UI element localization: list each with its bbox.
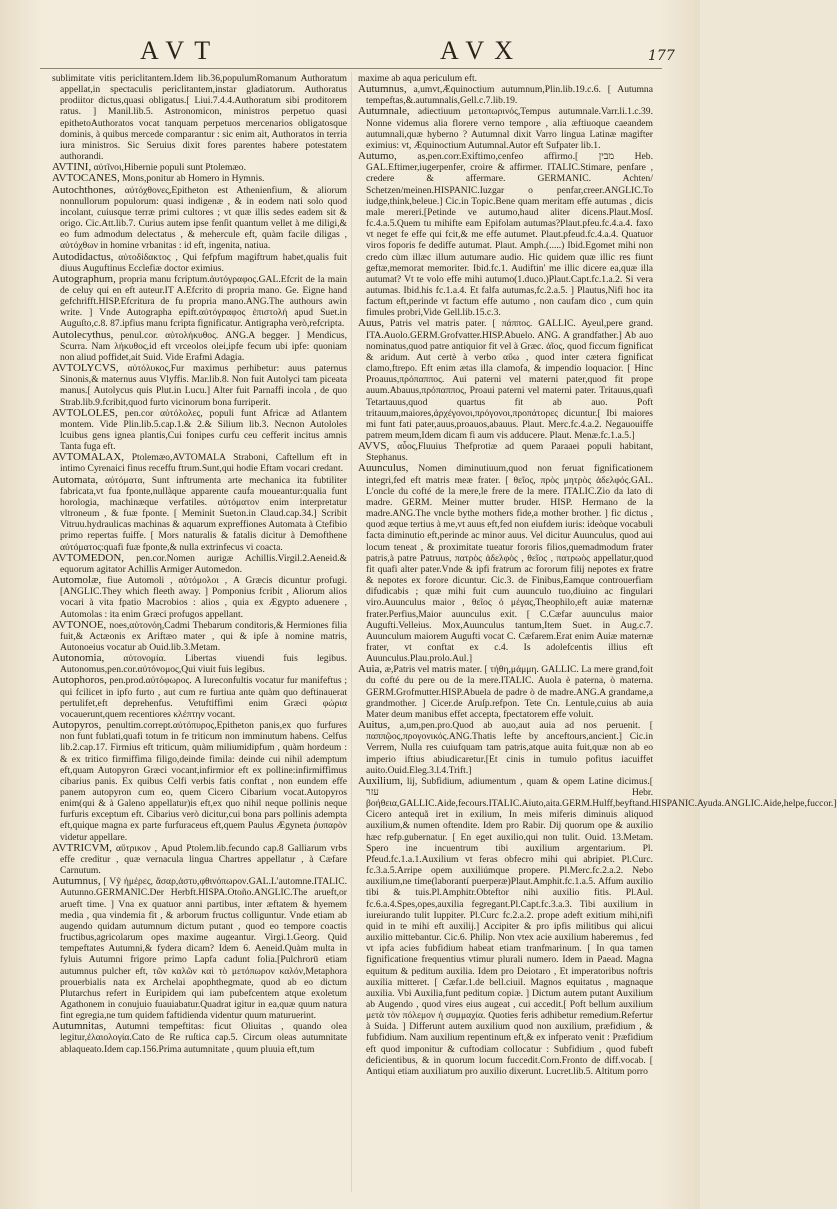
dictionary-entry — [52, 653, 347, 675]
entry-headword: Automata, — [52, 473, 99, 486]
entry-text: αὐτόχθονες,Epitheton est Athenienfium, & aliorum nonnullorum populorum: quasi indigenæ , & in eodem nati solo quod incolant, cuiusque terræ primi cultores ; vt quæ illis sedes eadem sit & origo. Cic.Att.lib.7. Curius autem ipse fenſit quantum vellet à me diligi,& eo fum admodum delectatus , & mehercule eft, quàm facile diligas , αὐτόχθων in homine vrbanitas : id eft, ingenita, natiua. — [60, 184, 348, 252]
dictionary-entry — [52, 876, 347, 1021]
entry-headword: Autophoros, — [52, 674, 107, 687]
dictionary-entry — [358, 151, 653, 318]
dictionary-entry — [52, 843, 347, 876]
entry-text: Autumni tempeftitas: ficut Oliuitas , quando olea legitur,ἐλαιολογία.Cato de Re ruſtica cap.5. Circum oleas autumnitate ablaqueato.Idem cap.156.Prima autumnitate , quum pluuia eft,tum — [60, 1021, 347, 1055]
entry-text: Ptolemæo,AVTOMALA Straboni, Caftellum eft in intimo Cyrenaici finus receffu ftrum.Sunt,qui hodie Eftam vocari credant. — [60, 452, 347, 475]
entry-text: αὐτόλυκος,Fur maximus perhibetur: auus paternus Sinonis,& maternus auus Vlyffis. Mar.lib.8. Non fuit Autolyci tam piceata manus.[ Autolycus quis Plut.in Lucu.] Alter fuit Parnaffi incola , de quo Strab.lib.9.fcribit,quod furto vicinorum bona furriperit. — [60, 363, 347, 408]
dictionary-entry — [358, 441, 653, 463]
entry-headword: Auus, — [358, 317, 384, 330]
entry-headword: AVVS, — [358, 440, 390, 453]
entry-text: æ,Patris vel matris mater. [ τήθη,μάμμη. GALLIC. La mere grand,foit du cofté du pere ou de la mere.ITALIC. Auola è paterna, ò materna. GERM.Grofmutter.HISP.Abuela de padre ò de madre.ANG.A grandame,a grandmother. ] Cicer.de Aruſp.refpon. Tete Cn. Lentule,cuius ab auia Mater deum manibus effet accepta, fpectatorem effe voluit. — [366, 664, 653, 720]
entry-headword: Autochthones, — [52, 183, 116, 196]
dictionary-entry — [52, 274, 347, 330]
entry-text: Nomen diminutiuum,quod non feruat fignificationem integri,fed eft matris meæ frater. [ θεῖος, πρὸς μητρὸς ἀδελφός.GAL. L'oncle du cofté de la mere,le frere de la mere. ITALIC.Zio da lato di madre. GERM. Meiner mutter bruder. HISP. Hermano de la madre.ANG.The vncle bythe mothers fide,a mother brother. ] fic dictus , quod æque tertius à me,vt auus eft,fed non eiufdem iuris: ideòque vocabuli facta diminutio eft,perinde ac minor auus. Vel dicitur Auunculus, quod aui locum teneat , & proximitate tueatur fororis filios,quemadmodum frater patris,à patre Patruus, πατρὸς ἀδελφὸς , θεῖος , πατρωὸς appellatur,quod fit quafi alter pater.Vnde & ipfi fratrum ac fororum filij nepotes ex fratre & nepotes ex forore dicuntur. Cic.3. de Finibus,Eamque controuerfiam difudicabis ; quæ mihi fuit cum auunculo tuo,diuino ac fingulari viro.Auunculus maior , θεῖος ὁ μέγας,Theophilo,eft auiæ maternæ frater.Perfius,Maior auunculus exit. [ C.Cæfar auunculus maior Augufti.Velleius. Mox,Auunculus tantum,Item Suet. in Aug.c.7. Auunculum maiorem Augufti vocat C. Cæfarem.Erat enim Auiæ maternæ frater, vt conftat ex c.4. Is adolefcentis illius eft Auunculus.Plau.prolo.Aul.] — [366, 463, 653, 665]
entry-headword: AVTOMALAX, — [52, 451, 125, 464]
entry-text: a,um,pen.pro.Quod ab auo,aut auia ad nos peruenit. [ παππῷος,προγονικός.ANG.Thatis lefte by anceftours,ancient.] Cic.in Verrem, Nulla res cuiufquam tam patris,atque auita fuit,quæ non ab eo imperio iftius abiudicaretur.[Et cinis in tumulo pofitus iacuiffet auito.Ouid.Eleg.3.l.4.Trift.] — [366, 720, 653, 776]
entry-headword: Auunculus, — [358, 462, 409, 475]
dictionary-entry — [52, 575, 347, 620]
dictionary-entry — [358, 664, 653, 720]
dictionary-entry — [52, 475, 347, 553]
left-column — [52, 73, 347, 1191]
entry-headword: Autonomia, — [52, 652, 105, 665]
entry-headword: Auia, — [358, 663, 383, 676]
dictionary-entry — [358, 720, 653, 776]
dictionary-entry — [52, 73, 347, 162]
dictionary-entry — [52, 1021, 347, 1054]
entry-text: pen.cor αὐτόλολες, populi funt Africæ ad Atlantem montem. Vide Plin.lib.5.cap.1.& 2.& Silium lib.3. Necnon Autololes lcuibus gens ignea plantis,Cui fonipes curfu ceu cefferit incitus amnis Tanta fuga eft. — [60, 407, 347, 453]
entry-text: noes,αὐτονόη,Cadmi Thebarum conditoris,& Hermiones filia fuit,& Actæonis ex Ariftæo mater , qui & ipſe à nomine matris, Autonoeius vocatur ab Ouid.lib.3.Metam. — [60, 619, 347, 653]
entry-text: lij, Subfidium, adiumentum , quam & opem Latine dicimus.[ עזר Hebr. βοήθεια,GALLIC.Aide,fecours.ITALIC.Aiuto,aita.GERM.Hulff,beyftand.HISPANIC.Ayuda.ANGLIC.Aide,helpe,fuccor.] Cicero antequã iret in exilium, In meis miferis diminuis aliquod auxilium,& numen oftendite. Idem pro Rabir. Dij quorum ope & auxilio hæc refp.gubernatur. [ En eget auxilio,qui non tulit. Ouid. 13.Metam. Spero ine incuentrum tibi auxilium argentarium. Pl. Pfeud.fc.1.a.1.Auxilium vt feras obfecro mihi qui abripiet. Pl.Curc. fc.3.a.5.Arripe opem auxiliúmque propere. Pl.Merc.fc.2.a.2. Nebo auxilium,ne time(laborantí puerperæ)Plaut.Amphit.fc.1.a.5. Affum auxilio tibi & tuis.Pl.Amphitr.Obteftor nihi auxilio fitis. Pl.Aul. fc.6.a.4.Spes,opes,auxilia fegregant.Pl.Capt.fc.3.a.3. Tibi auxilium in iureiurando tulit Iuppiter. Pl.Curc fc.2.a.2. prope adeft exitium mihi,nifi quid in te mihi eft auxilij.] Accipiter & pro ipfis militibus qui alicui auxilio mittebantur. Cic.6. Philip. Non vtex acie auxilium haberemus , fed vt ipfa acies fubfidium habeat etiam tranfmarinum. [ In qua tamen fignificatione frequentius vtimur plurali numero. Idem in Paead. Magna equitum & peditum auxilia. Idem pro Deiotaro , Et imperatoribus noftris auxilia mitteret. [ Cæfar.1.de bell.ciuil. Magnos equitatus , magnaque auxilia. Vbi Auxilia,funt peditum copiæ. ] Dictum autem putant Auxilium ab Augendo , quod vires eius augeat , cui accedit.[ Poft bellum auxilium μετὰ τὸν πόλεμον ἡ συμμαχία. Quoties feris adhibetur remedium.Refertur à Suida. ] Differunt autem auxilium quod non auxilium, præfidium , & fubfidium. Nam auxilium repentinum eft,& ex infperato venit : Præfidium eft quod imponitur & cuftodiam collocatur : Subfidium , quod fubeft deficientibus, & in quorum locum fuccedit.Corn.Fronto de diff.vocab. [ Antiqui etiam auxiliatum pro auxilio dixerunt. Lucret.lib.5. Altitum porro — [366, 775, 837, 1077]
entry-headword: AVTOLYCVS, — [52, 362, 119, 375]
entry-headword: Autumnus, — [358, 83, 407, 96]
entry-text: αὐτοδίδακτος , Qui fefpfum magiftrum habet,qualis fuit diuus Auguftinus Ecclefiæ doctor eximius. — [60, 251, 347, 274]
dictionary-entry — [52, 452, 347, 474]
entry-text: αὔτρικον , Apud Ptolem.lib.fecundo cap.8 Galliarum vrbs effe creditur , quæ vernacula lingua Chartres appellatur , à Cæfare Carnutum. — [60, 842, 347, 877]
dictionary-entry — [52, 553, 347, 575]
column-gutter — [351, 72, 352, 1192]
entry-headword: Auxilium, — [358, 774, 403, 787]
entry-text: Mons,ponitur ab Homero in Hymnis. — [122, 173, 265, 185]
entry-text: αὐτῖνοι,Hibernie populi sunt Ptolemæo. — [93, 162, 247, 174]
entry-text: adiectiuum μετοπωρινός,Tempus autumnale.Varr.li.1.c.39. Nonne videmus alia florere verno tempore , alia æftiuoque caeandem autumnali,quæ hyberno ? Autumnal dixit Varro lingua Latinæ magifter eximius: vt, Æquinoctium Autumnal.Autor eft Sufpater lib.1. — [366, 106, 653, 151]
page-number: 177 — [648, 48, 675, 64]
header-rule — [40, 68, 662, 69]
entry-text: αὖος,Fluuius Thefprotiæ ad quem Paraaei populi habitant, Stephanus. — [366, 441, 653, 464]
entry-text: sublimitate vitis periclitantem.Idem lib.36,populumRomanum Authoratum appellat,in spectaculis periclitantem,instar gladiatorum. Authoratus prodiitor dictus,quasi obligatus.[ Liui.7.4.4.Authoratum sibi proditorem ratus. ] Manil.lib.5. Astronomicon, ministros perpetuo quasi epithetoAuthoratos vocat tanquam perpetuos mercenarios obligatosque dominis, à quibus mercede comparantur : sic enim ait, Authoratos in terria iura ministros. Sic Seruius dixit fores parentes habere potestatem authorandi. — [52, 73, 347, 163]
entry-text: [ Vỹ ἡμέρες, ἄσαρ,ἀστυ,φθινόπωρον.GAL.L'automne.ITALIC. Autunno.GERMANIC.Der Herbft.HISPA.Otoño.ANGLIC.The arueft,or arueft time. ] Vna ex quatuor anni partibus, inter æftatem & hyemem media , qua vindemia fit , & arborum fructus colliguntur. Vnde etiam ab augendo quidam autumnum dictum putant , quod eo tempore coactis fructibus,agricolarum opes maxime augeantur. Virgi.1.Georg. Quid tempeftates Autumni,& fydera dicam? Idem 6. Aeneid.Quàm multa in fyluis Autumni frigore primo Lapfa cadunt folia.[Pulchrorū etiam autumnus pulcher eft, τῶν καλῶν καὶ τὸ μετόπωρον καλόν,Metaphora prouerbialis nata ex Archelai apophthegmate, quod ab eo dictum Plutarchus refert in Euripidem qui iam pubefcentem atque exoletum Agathonem in conujuio fuauiabatur.Quadrat igitur in ea,quæ quum natura fint egregia,ne tum quidem faftidienda videntur quum maturuerint. — [60, 876, 347, 1022]
dictionary-entry — [358, 463, 653, 664]
entry-headword: Autumnale, — [358, 105, 410, 118]
entry-text: propria manu fcriptum.ἀυτόγραφος.GAL.Efcrit de la main de celuy qui en eft auteur.IT A.Efcrito di propria mano. Ge. Eigne hand gefchrifft.HISP.Efcritura de fu propria mano.ANG.The authours awin write. ] Vnde Autographa epift.αὐτόγραφος ἐπιστολή apud Suet.in Auguſto,c.8. 87.ipfius manu fcripta fignificatur. Antigrapha verò,refcripta. — [60, 273, 347, 330]
entry-text: as,pen.corr.Exiftimo,cenfeo affirmo.[ מבין Heb. GAL.Eftimer,iugerpenfer, croire & affirmer. ITALIC.Stimare, penfare , credere & affermare. GERMANIC. Achten/ Schetzen/meinen.HISPANIC.Iuzgar o penfar,creer.ANGLIC.To iudge,think,beleue.] Cic.in Topic.Bene quam meritam effe autumas , dicis male mereri.[Petinde ve autumo,haud aliter dicens.Plaut.Mosſ. fc.4.a.5.Quem tu mihifte eam Epifolam autumas?Plaut.pfeu.fc.4.a.4. faxo vt neget fe effe qui fcit,& me effe autumet. Plaut.pfeud.fc.4.a.4. Quatuor viros foporis fe dediffe autumat. Plaut. Amph.(.....) Ibid.Egomet mihi non credo cùm illæc illum autumare audio. Hic quidem quæ illic res fiunt geftæ,memorat memoriter. Ibid.fc.1. Audiftin' me illic dicere ea,quæ illa autumat? Vt te volo effe mihi autumo(1.duco.)Plaut.Capt.fc.1.a.2. Si vera autumas. Ibid.his fc.1.a.4. Et falfa autumas,fc.2.a.5. ] Plautus,Nifi hoc ita factum eft,perinde vt factum effe autumo , non caufam dico , cum quin fimules probri,Vide Gell.lib.15.c.3. — [366, 151, 653, 319]
entry-headword: Automolæ, — [52, 574, 102, 587]
entry-headword: AVTOCANES, — [52, 172, 120, 185]
dictionary-entry — [52, 363, 347, 408]
running-head-right: AVX — [440, 36, 523, 65]
entry-headword: Autopyros, — [52, 719, 102, 732]
dictionary-entry — [358, 106, 653, 151]
entry-headword: Autumnitas, — [52, 1020, 107, 1033]
entry-text: a,umvt,Æquinoctium autumnum,Plin.lib.19.c.6. [ Autumna tempeftas,&.autumnalis,Gell.c.7.lib.19. — [366, 84, 653, 107]
entry-headword: Autodidactus, — [52, 250, 114, 263]
entry-headword: Autographum, — [52, 272, 116, 285]
dictionary-entry — [52, 185, 347, 252]
entry-headword: AVTRICVM, — [52, 841, 113, 854]
entry-headword: Autumnus, — [52, 875, 101, 888]
entry-text: penultim.corrept.αὐτόπυρος,Epitheton panis,ex quo furfures non funt fublati,quafi totum in fe triticum non imminutum habens. Celfus lib.2.cap.17. Firmius eft triticum, quàm miliumidipfum , quàm hordeum : & ex tritico firmiffima filigo,deinde fimila: deinde cui nihil ademptum eft,quam Autopyron Græci vocant,infirmior eft ex polline:infirmiffimus cibarius panis. Ex quibus Celfi verbis fatis conftat , non eundem effe panem autopyron cum eo, quem Cicero Cibarium vocat.Autopyros enim(qui & à Galeno appellatur)is eft,ex quo nihil neque pollinis neque furfuris exceptum eft. Cibarius verò dicitur,cui bona pars pollinis adempta eft,quique magna ex parte furfuraceus eft,quem Paulus Ægyneta ῥυπαρὸν videtur appellare. — [60, 720, 347, 843]
entry-text: fiue Automoli , αὐτόμολοι , A Græcis dicuntur profugi. [ANGLIC.They which fleeth away. ] Pomponius fcribit , Aliorum alios vocari à vita fpatio Macrobios : alios , quia ex Ægypto aduenere , Automolas : ita enim Græci profugos appellant. — [60, 575, 347, 620]
dictionary-entry — [52, 408, 347, 453]
entry-headword: AVTOLOLES, — [52, 406, 118, 419]
entry-text: Patris vel matris pater. [ πάππος. GALLIC. Ayeul,pere grand. ITA.Auolo.GERM.Grofvatter.HISP.Abuelo. ANG. A grandfather.] Ab auo nominatus,quod patre antiquior fit vel à Græc. ἀῖος, quod ficcum fignificat & aridum. Aut certè à verbo αὔω , quod inter cætera fignificat clamo,ftrepo. Eft enim ætas illa clamofa, & impendio loquacior. [ Hinc Proauus,πρόπαππος. Aui paterni vel materni pater,quod fit prope auum.Abauus,πρόπαππος, Proaui paterni vel materni pater. Tritauus,quafi Tetartauus,quod quartus fit ab auo. Poft tritauum,maiores,ἀρχέγονοι,πρόγονοι,προπάτορες dicuntur.[ Ibi maiores mi funt fati pater,auus,proauos,abauus. Plaut. Merc.fc.4.a.2. Negauouiffe patrem meum,Idem dicam fi aum vis adducere. Plaut. Menæ.fc.1.a.5.] — [366, 318, 653, 441]
entry-text: pen.cor.Nomen aurigæ Achillis.Virgil.2.Aeneid.& equorum agitator Achillis Armiger Automedon. — [60, 552, 347, 575]
dictionary-entry — [52, 252, 347, 274]
dictionary-entry — [52, 330, 347, 363]
entry-headword: AVTOMEDON, — [52, 551, 125, 564]
entry-text: pen.prod.αὐτόφωρος. A Iureconfultis vocatur fur manifeftus ; qui fcilicet in ipfo furto , aut cum re furtiua ante quàm quo deftinauerat pertulifet,eft deprehenfus. Vetuftiffimi enim Græci φώρια vocauerunt,quem recentiores κλέπτην vocant. — [60, 675, 348, 720]
entry-headword: AVTONOE, — [52, 618, 107, 631]
dictionary-entry — [358, 774, 837, 1077]
entry-headword: Autumo, — [358, 150, 397, 163]
entry-headword: Auitus, — [358, 719, 391, 732]
entry-text: αὐτονομία. Libertas viuendi fuis legibus. Autonomus,pen.cor.αὐτόνομος,Qui viuit fuis legibus. — [60, 653, 347, 676]
dictionary-entry — [52, 720, 347, 843]
running-head-left: AVT — [140, 36, 221, 65]
entry-text: maxime ab aqua periculum eft. — [358, 73, 478, 84]
dictionary-entry — [358, 84, 653, 106]
entry-headword: Autolecythus, — [52, 328, 114, 341]
dictionary-entry — [52, 675, 347, 720]
right-column — [358, 73, 837, 1191]
dictionary-entry — [358, 318, 653, 441]
entry-headword: AVTINI, — [52, 161, 92, 174]
dictionary-entry — [52, 620, 347, 653]
entry-text: αὐτόματα, Sunt inftrumenta arte mechanica ita fubtiliter fabricata,vt fua fponte,nullàque apparente caufa moueantur:qualia funt horologia, machinæque verfatiles. αὐτόματον enim interpretatur vltroneum , & fuæ fponte. [ Meminit Sueton.in Claud.cap.34.] Scribit Vitruu.hydraulicas machinas & aquarum expreffiones Automata à Ctefibio primo repertas fuiffe. [ Mors naturalis & fatalis dicitur à Demofthene αὐτόματος:quafi fuæ fponte,& nulla extrinfecus vi coacta. — [60, 474, 347, 553]
entry-text: penul.cor. αὐτολήκυθος. ANG.A begger. ] Mendicus, Scurra. Nam λήκυθος,id eft vrceolos olei,ipfe fecum ubi ipfe: quoniam non aliud poffidet,ait Suid. Vide Erafmi Adagia. — [60, 329, 347, 363]
